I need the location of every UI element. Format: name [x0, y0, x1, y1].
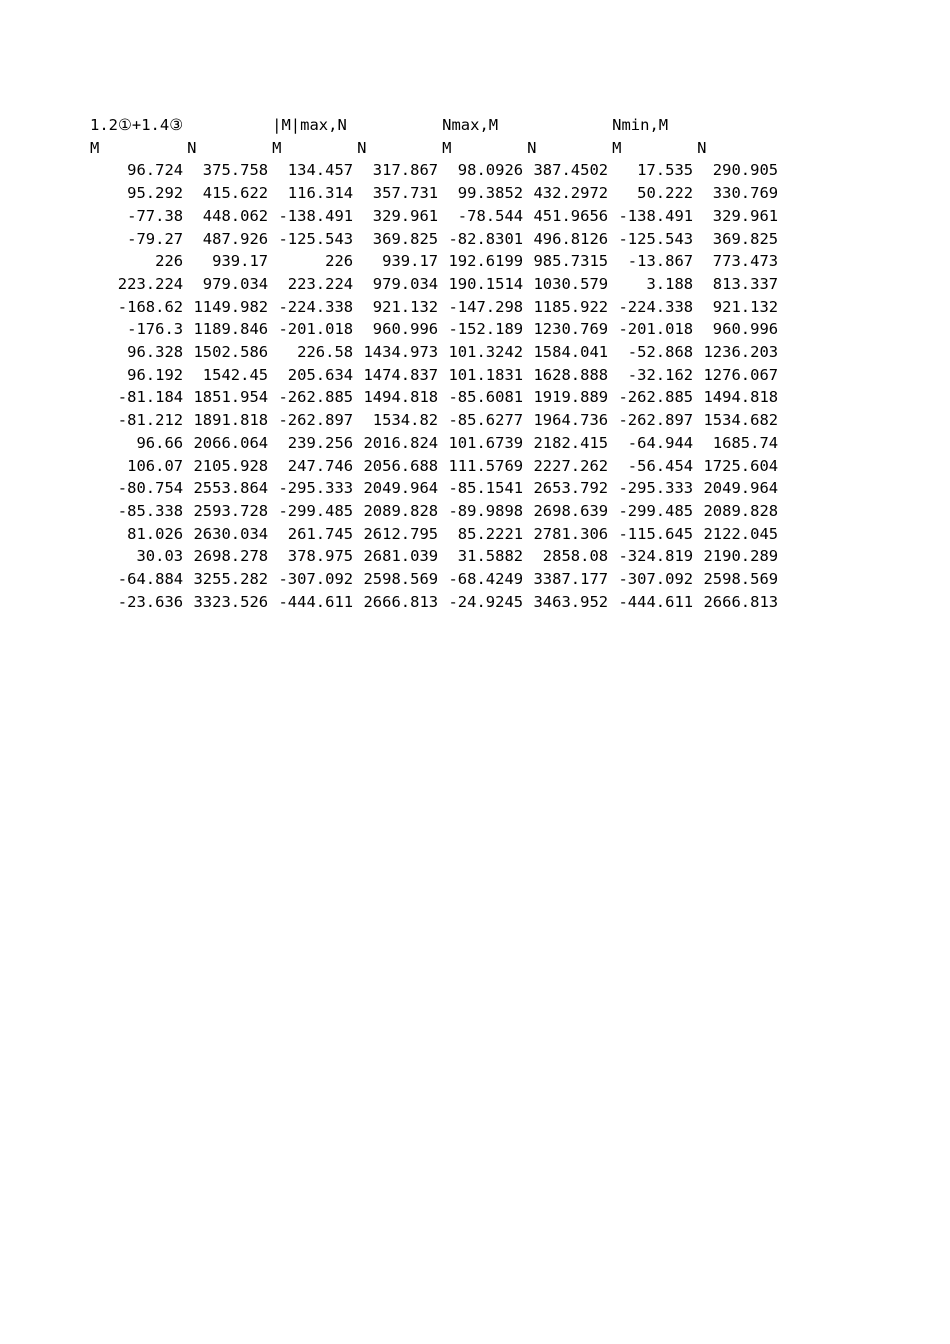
table-row-cell: 2781.306	[533, 524, 609, 543]
table-row-cell: 357.731	[372, 184, 439, 203]
table-row-cell: 2089.828	[363, 501, 439, 520]
table-row-cell: -307.092	[618, 570, 694, 589]
table-row-cell: 1149.982	[193, 297, 269, 316]
table-row-cell: -125.543	[618, 229, 694, 248]
table-row	[87, 477, 779, 500]
table-row	[87, 159, 779, 182]
table-row-cell: -307.092	[278, 570, 354, 589]
table-row-cell: 939.17	[212, 252, 269, 271]
table-row-cell: 192.6199	[448, 252, 524, 271]
table-row-cell: 223.224	[287, 274, 354, 293]
table-row-cell: -299.485	[618, 501, 694, 520]
table-row-cell: -81.184	[117, 388, 184, 407]
table-row-cell: 375.758	[202, 161, 269, 180]
table-row	[87, 182, 779, 205]
table-row-cell: 261.745	[287, 524, 354, 543]
table-row-cell: 1851.954	[193, 388, 269, 407]
table-row-cell: -77.38	[127, 206, 184, 225]
table-row-cell: 3.188	[646, 274, 694, 293]
table-row	[87, 318, 779, 341]
table-row-cell: 247.746	[287, 456, 354, 475]
table-row-cell: 17.535	[637, 161, 694, 180]
table-row-cell: 369.825	[372, 229, 439, 248]
load-combination-table	[87, 114, 779, 613]
table-row-cell: 773.473	[712, 252, 779, 271]
table-row-cell: -262.885	[278, 388, 354, 407]
column-header-row-cell: N	[187, 138, 197, 157]
table-row	[87, 205, 779, 228]
table-row	[87, 500, 779, 523]
table-row-cell: -85.338	[117, 501, 184, 520]
column-header-row-cell: M	[272, 138, 282, 157]
table-row-cell: 1434.973	[363, 343, 439, 362]
table-row-cell: 939.17	[382, 252, 439, 271]
table-row-cell: 1494.818	[703, 388, 779, 407]
table-row-cell: 101.3242	[448, 343, 524, 362]
table-row-cell: 2553.864	[193, 479, 269, 498]
table-row	[87, 273, 779, 296]
table-row-cell: -262.897	[278, 411, 354, 430]
table-body	[87, 114, 779, 613]
table-row-cell: 223.224	[117, 274, 184, 293]
table-row-cell: -64.884	[117, 570, 184, 589]
table-row-cell: 2089.828	[703, 501, 779, 520]
table-row-cell: -82.8301	[448, 229, 524, 248]
table-row-cell: 2105.928	[193, 456, 269, 475]
table-row-cell: -147.298	[448, 297, 524, 316]
table-row-cell: 2049.964	[363, 479, 439, 498]
table-row-cell: 3463.952	[533, 592, 609, 611]
table-row-cell: -224.338	[278, 297, 354, 316]
table-row	[87, 568, 779, 591]
table-row-cell: 239.256	[287, 433, 354, 452]
table-row-cell: -201.018	[278, 320, 354, 339]
table-row-cell: 317.867	[372, 161, 439, 180]
table-row-cell: 1494.818	[363, 388, 439, 407]
column-header-row-cell: M	[442, 138, 452, 157]
table-row-cell: 329.961	[712, 206, 779, 225]
group-header-row	[87, 114, 779, 137]
table-row-cell: 329.961	[372, 206, 439, 225]
table-row-cell: 979.034	[202, 274, 269, 293]
table-row-cell: 1534.682	[703, 411, 779, 430]
table-row-cell: 960.996	[372, 320, 439, 339]
table-row-cell: -23.636	[117, 592, 184, 611]
table-row-cell: -85.1541	[448, 479, 524, 498]
table-row-cell: 96.66	[136, 433, 184, 452]
table-row-cell: 1030.579	[533, 274, 609, 293]
table-row-cell: 2122.045	[703, 524, 779, 543]
table-row	[87, 523, 779, 546]
table-row-cell: 226	[325, 252, 354, 271]
table-row-cell: 134.457	[287, 161, 354, 180]
table-row-cell: 98.0926	[457, 161, 524, 180]
table-row-cell: -201.018	[618, 320, 694, 339]
table-row-cell: 2598.569	[363, 570, 439, 589]
table-row-cell: -56.454	[627, 456, 694, 475]
table-row-cell: 2698.639	[533, 501, 609, 520]
table-row-cell: 50.222	[637, 184, 694, 203]
table-row-cell: -295.333	[618, 479, 694, 498]
table-row-cell: 99.3852	[457, 184, 524, 203]
table-row-cell: 813.337	[712, 274, 779, 293]
table-row-cell: 2066.064	[193, 433, 269, 452]
table-row-cell: 31.5882	[457, 547, 524, 566]
table-row-cell: -138.491	[618, 206, 694, 225]
table-row-cell: 415.622	[202, 184, 269, 203]
table-row-cell: 387.4502	[533, 161, 609, 180]
table-row-cell: 1534.82	[372, 411, 439, 430]
table-row-cell: 2182.415	[533, 433, 609, 452]
table-row-cell: 2049.964	[703, 479, 779, 498]
table-row-cell: -64.944	[627, 433, 694, 452]
table-row-cell: -89.9898	[448, 501, 524, 520]
table-row-cell: 448.062	[202, 206, 269, 225]
spreadsheet	[87, 114, 779, 613]
table-row-cell: 330.769	[712, 184, 779, 203]
table-row-cell: 3255.282	[193, 570, 269, 589]
table-row-cell: -262.885	[618, 388, 694, 407]
group-header-row-cell	[184, 114, 269, 137]
table-row-cell: 205.634	[287, 365, 354, 384]
table-row	[87, 455, 779, 478]
table-row-cell: 979.034	[372, 274, 439, 293]
table-row-cell: 1502.586	[193, 343, 269, 362]
table-row-cell: -138.491	[278, 206, 354, 225]
column-header-row-cell: M	[90, 138, 100, 157]
table-row	[87, 545, 779, 568]
table-row-cell: -68.4249	[448, 570, 524, 589]
table-row-cell: 1236.203	[703, 343, 779, 362]
table-row-cell: 2593.728	[193, 501, 269, 520]
table-row-cell: -13.867	[627, 252, 694, 271]
table-row-cell: 2630.034	[193, 524, 269, 543]
table-row-cell: 290.905	[712, 161, 779, 180]
group-header-row-cell	[354, 114, 439, 137]
table-row-cell: 921.132	[712, 297, 779, 316]
column-header-row-cell: N	[697, 138, 707, 157]
table-row-cell: 432.2972	[533, 184, 609, 203]
table-row-cell: 1964.736	[533, 411, 609, 430]
table-row-cell: -299.485	[278, 501, 354, 520]
table-row-cell: -85.6081	[448, 388, 524, 407]
table-row-cell: -52.868	[627, 343, 694, 362]
table-row-cell: -79.27	[127, 229, 184, 248]
table-row-cell: 101.6739	[448, 433, 524, 452]
table-row-cell: 2227.262	[533, 456, 609, 475]
table-row-cell: 111.5769	[448, 456, 524, 475]
table-row	[87, 250, 779, 273]
table-row-cell: 1685.74	[712, 433, 779, 452]
table-row-cell: 190.1514	[448, 274, 524, 293]
table-row-cell: 226	[155, 252, 184, 271]
table-row-cell: 2666.813	[363, 592, 439, 611]
table-row-cell: 226.58	[297, 343, 354, 362]
table-row	[87, 432, 779, 455]
table-row	[87, 386, 779, 409]
table-row	[87, 296, 779, 319]
table-row-cell: 106.07	[127, 456, 184, 475]
table-row-cell: 2056.688	[363, 456, 439, 475]
table-row-cell: -444.611	[618, 592, 694, 611]
table-row-cell: 1474.837	[363, 365, 439, 384]
table-row-cell: -324.819	[618, 547, 694, 566]
table-row-cell: 1725.604	[703, 456, 779, 475]
table-row	[87, 228, 779, 251]
table-row	[87, 409, 779, 432]
table-row-cell: 3323.526	[193, 592, 269, 611]
table-row-cell: -81.212	[117, 411, 184, 430]
table-row-cell: 487.926	[202, 229, 269, 248]
table-row-cell: -176.3	[127, 320, 184, 339]
table-row	[87, 591, 779, 614]
table-row-cell: 1628.888	[533, 365, 609, 384]
table-row-cell: -85.6277	[448, 411, 524, 430]
table-row-cell: 2681.039	[363, 547, 439, 566]
table-row-cell: 95.292	[127, 184, 184, 203]
table-row-cell: 960.996	[712, 320, 779, 339]
table-row-cell: -125.543	[278, 229, 354, 248]
group-header-row-cell	[694, 114, 779, 137]
table-row-cell: 116.314	[287, 184, 354, 203]
table-row-cell: 1276.067	[703, 365, 779, 384]
table-row-cell: 2858.08	[542, 547, 609, 566]
column-header-row-cell: N	[357, 138, 367, 157]
group-header-row-cell: Nmax,M	[442, 116, 499, 134]
table-row-cell: 81.026	[127, 524, 184, 543]
table-row-cell: 1891.818	[193, 411, 269, 430]
table-row-cell: 921.132	[372, 297, 439, 316]
column-header-row-cell: M	[612, 138, 622, 157]
table-row-cell: 1584.041	[533, 343, 609, 362]
table-row-cell: 96.724	[127, 161, 184, 180]
column-header-row	[87, 137, 779, 160]
table-row-cell: 451.9656	[533, 206, 609, 225]
table-row-cell: 1230.769	[533, 320, 609, 339]
table-row-cell: -224.338	[618, 297, 694, 316]
table-row-cell: 1919.889	[533, 388, 609, 407]
table-row-cell: 2598.569	[703, 570, 779, 589]
table-row-cell: 96.192	[127, 365, 184, 384]
table-row-cell: 2698.278	[193, 547, 269, 566]
table-row-cell: 3387.177	[533, 570, 609, 589]
table-row-cell: 30.03	[136, 547, 184, 566]
table-row-cell: 1185.922	[533, 297, 609, 316]
table-row-cell: 985.7315	[533, 252, 609, 271]
table-row-cell: 101.1831	[448, 365, 524, 384]
table-row-cell: 2666.813	[703, 592, 779, 611]
table-row-cell: 496.8126	[533, 229, 609, 248]
column-header-row-cell: N	[527, 138, 537, 157]
table-row-cell: -78.544	[457, 206, 524, 225]
table-row-cell: 96.328	[127, 343, 184, 362]
table-row	[87, 364, 779, 387]
table-row-cell: -80.754	[117, 479, 184, 498]
table-row-cell: 1189.846	[193, 320, 269, 339]
group-header-row-cell: Nmin,M	[612, 116, 669, 134]
table-row-cell: 2612.795	[363, 524, 439, 543]
table-row-cell: -115.645	[618, 524, 694, 543]
table-row-cell: -168.62	[117, 297, 184, 316]
table-row-cell: -444.611	[278, 592, 354, 611]
table-row	[87, 341, 779, 364]
table-row-cell: 1542.45	[202, 365, 269, 384]
group-header-row-cell: 1.2①+1.4③	[90, 116, 184, 134]
table-row-cell: -32.162	[627, 365, 694, 384]
table-row-cell: 2653.792	[533, 479, 609, 498]
group-header-row-cell	[524, 114, 609, 137]
table-row-cell: 369.825	[712, 229, 779, 248]
table-row-cell: -295.333	[278, 479, 354, 498]
table-row-cell: 85.2221	[457, 524, 524, 543]
table-row-cell: 2016.824	[363, 433, 439, 452]
table-row-cell: 2190.289	[703, 547, 779, 566]
table-row-cell: -24.9245	[448, 592, 524, 611]
group-header-row-cell: |M|max,N	[272, 116, 347, 134]
table-row-cell: -262.897	[618, 411, 694, 430]
table-row-cell: 378.975	[287, 547, 354, 566]
table-row-cell: -152.189	[448, 320, 524, 339]
